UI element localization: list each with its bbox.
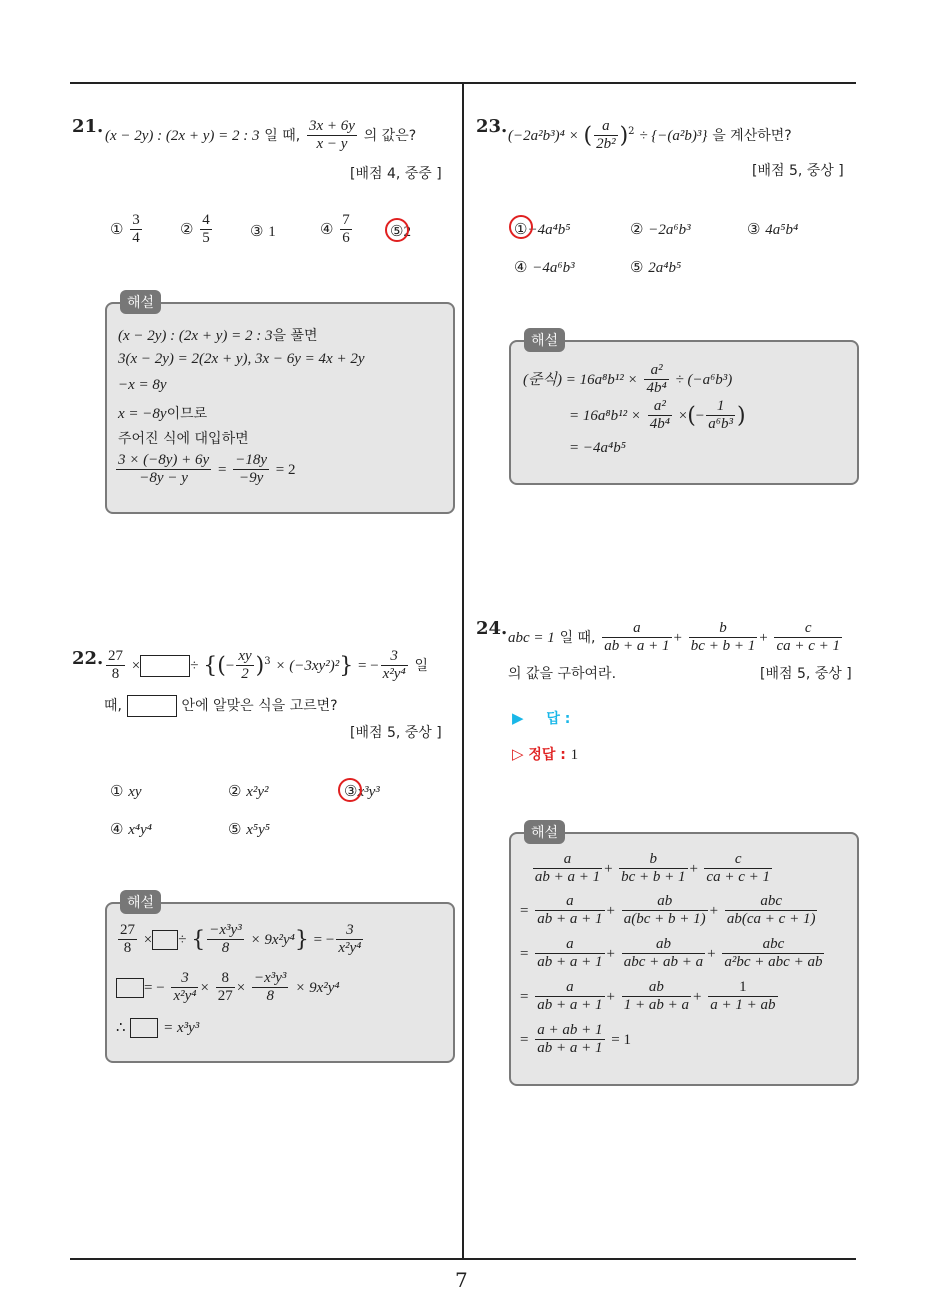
q24-sol-line-3: = $\frac{a}{ab + a + 1}$ + $\frac{ab}{\text{abc + ab + a}}$ + $\frac{\text{abc}}{\text{a²bc + abc + ab}}$: [520, 936, 823, 971]
question-24-number: 24.: [476, 618, 508, 639]
q23-selected-mark-icon: [509, 215, 533, 239]
q21-sol-line-2: 3(x − 2y) = 2(2x + y), 3x − 6y = 4x + 2y: [118, 351, 365, 367]
q24-answer-row[interactable]: ▶ 답 :: [512, 709, 571, 727]
question-21-score: [배점 4, 중중 ]: [350, 166, 442, 182]
q21-sol-line-3: −x = 8y: [118, 377, 167, 393]
q21-sol-line-5: 주어진 식에 대입하면: [118, 431, 249, 447]
question-23-score: [배점 5, 중상 ]: [752, 163, 844, 179]
q23-sol-line-2: = 16a⁸b¹² × $\frac{\text{a²}}{\text{4b⁴}}$ ×(− $\frac{1}{\text{a⁶b³}}$ ): [569, 398, 746, 433]
question-23-number: 23.: [476, 116, 508, 137]
q23-option-1[interactable]: ①−4a⁴b⁵: [514, 220, 571, 238]
question-21-number: 21.: [72, 116, 104, 137]
question-24-score: [배점 5, 중상 ]: [760, 666, 852, 682]
question-22-score: [배점 5, 중상 ]: [350, 725, 442, 741]
q22-option-4[interactable]: ④ x⁴y⁴: [110, 820, 152, 838]
q21-option-2[interactable]: ② $\frac{4}{5}$: [180, 212, 210, 247]
q22-sol-line-1: $\frac{27}{8}$ × ÷ { $\frac{\text{−x³y³}}{8}$ × 9x²y⁴} = − $\frac{3}{\text{x²y⁴}}$: [120, 922, 362, 957]
q23-option-4[interactable]: ④ −4a⁶b³: [514, 258, 575, 276]
question-24-stem: abc = 1 일 때, $\frac{a}{ab + a + 1}$ + $\frac{b}{bc + b + 1}$ + $\frac{c}{ca + c + 1}$: [508, 620, 841, 655]
q23-option-3[interactable]: ③ 4a⁵b⁴: [747, 220, 799, 238]
q22-selected-mark-icon: [338, 778, 362, 802]
q24-solution-tag: 해설: [524, 820, 565, 844]
q21-option-3[interactable]: ③ 1: [250, 222, 276, 240]
play-icon: ▶: [512, 709, 524, 727]
q24-sol-line-2: = $\frac{a}{ab + a + 1}$ + $\frac{ab}{a(bc + b + 1)}$ + $\frac{\text{abc}}{ab(ca + c + 1)}$: [520, 893, 816, 928]
q21-selected-mark-icon: [385, 218, 409, 242]
q22-option-1[interactable]: ① xy: [110, 782, 142, 800]
question-22-number: 22.: [72, 648, 104, 669]
q23-option-5[interactable]: ⑤ 2a⁴b⁵: [630, 258, 682, 276]
q24-sol-line-4: = $\frac{a}{ab + a + 1}$ + $\frac{ab}{1 + ab + a}$ + $\frac{1}{a + 1 + ab}$: [520, 979, 776, 1014]
q23-option-2[interactable]: ② −2a⁶b³: [630, 220, 691, 238]
q21-sol-line-4: x = −8y이므로: [118, 406, 208, 422]
q24-correct-row: ▷ 정답 : 1: [512, 745, 579, 763]
bottom-rule: [70, 1258, 856, 1260]
q21-solution-tag: 해설: [120, 290, 161, 314]
q24-sol-line-1: $\frac{a}{ab + a + 1}$ + $\frac{b}{bc + b + 1}$ + $\frac{c}{ca + c + 1}$: [534, 851, 770, 886]
question-22-stem: $\frac{27}{8}$ × ÷ {(− $\frac{xy}{2}$ )$^3$ × (−3xy²)²} = − $\frac{3}{\text{x²y⁴}}$ 일: [108, 648, 428, 683]
q22-solution-tag: 해설: [120, 890, 161, 914]
q22-blank-box-2: [127, 695, 177, 717]
q23-solution-tag: 해설: [524, 328, 565, 352]
question-21-fraction: $\frac{3x + 6y}{x - y}$: [308, 118, 355, 153]
outline-play-icon: ▷: [512, 745, 524, 763]
q21-option-4[interactable]: ④ $\frac{7}{6}$: [320, 212, 350, 247]
q22-sol-line-2: = − $\frac{3}{\text{x²y⁴}}$ × $\frac{8}{27}$ × $\frac{\text{−x³y³}}{8}$ × 9x²y⁴: [116, 970, 340, 1006]
q22-sol-line-3: ∴ = x³y³: [116, 1020, 200, 1036]
question-24-line-2: 의 값을 구하여라.: [508, 666, 617, 682]
q21-option-1[interactable]: ① $\frac{3}{4}$: [110, 212, 140, 247]
page-number: 7: [455, 1268, 468, 1292]
q23-sol-line-3: = −4a⁴b⁵: [569, 440, 626, 456]
q24-sol-line-5: = $\frac{a + ab + 1}{ab + a + 1}$ = 1: [520, 1022, 631, 1057]
q21-option-5[interactable]: ⑤2: [390, 222, 411, 240]
q22-option-5[interactable]: ⑤ x⁵y⁵: [228, 820, 270, 838]
q22-option-3[interactable]: ③x³y³: [344, 782, 380, 800]
question-22-line-2: 때, 안에 알맞은 식을 고르면?: [104, 695, 338, 717]
q22-blank-box: [140, 655, 190, 677]
question-21-stem: (x − 2y) : (2x + y) = 2 : 3 일 때, $\frac{3x + 6y}{x - y}$ 의 값은?: [105, 118, 417, 153]
column-divider: [462, 84, 464, 1260]
q23-sol-line-1: (준식) = 16a⁸b¹² × $\frac{\text{a²}}{\text{4b⁴}}$ ÷ (−a⁶b³): [523, 362, 733, 397]
q21-sol-line-1: (x − 2y) : (2x + y) = 2 : 3을 풀면: [118, 328, 318, 344]
q22-option-2[interactable]: ② x²y²: [228, 782, 269, 800]
question-23-stem: (−2a²b³)⁴ × ( $\frac{a}{\text{2b²}}$ )$^2$ ÷ {−(a²b)³} 을 계산하면?: [508, 118, 792, 153]
q21-sol-line-6: $\frac{3 \times (-8y) + 6y}{-8y - y}$ = $\frac{-18y}{-9y}$ = 2: [118, 452, 296, 487]
